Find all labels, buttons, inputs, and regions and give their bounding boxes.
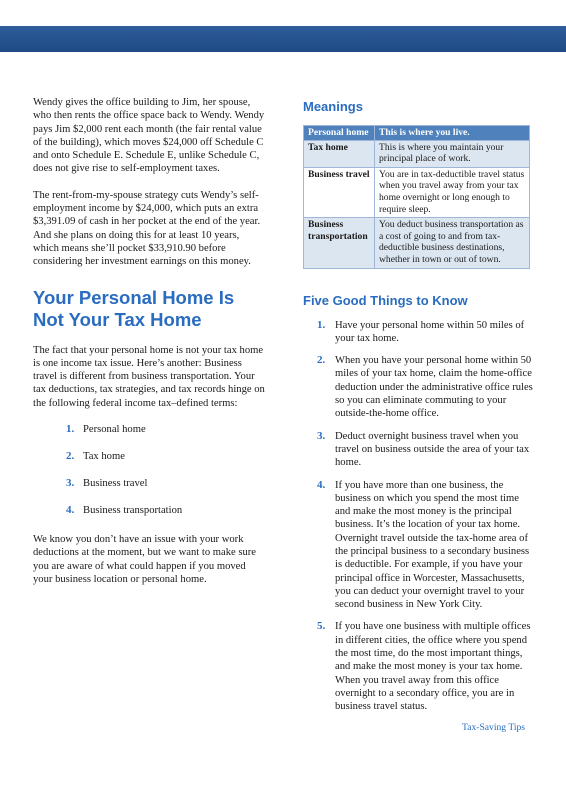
list-number: 1. xyxy=(317,318,326,331)
section-heading: Your Personal Home Is Not Your Tax Home xyxy=(33,286,235,330)
list-text: Business travel xyxy=(83,477,148,489)
list-item xyxy=(317,479,534,612)
table-header-cell: This is where you live. xyxy=(375,126,530,141)
footer-label: Tax-Saving Tips xyxy=(462,722,526,733)
right-column xyxy=(303,96,534,723)
list-item xyxy=(66,423,265,436)
paragraph: Wendy gives the office building to Jim, her spouse, who then rents the office space back to Wendy. Wendy pays Jim $2,000 rent each month (the fair rental value of the building), which moves $24,000 off Schedule C and onto Schedule E. Schedule E, unlike Schedule C, does not give rise to self-employment taxes. xyxy=(33,97,265,175)
list-number: 5. xyxy=(317,620,326,633)
list-item xyxy=(66,504,265,517)
header-band xyxy=(0,26,566,52)
left-column xyxy=(33,96,265,599)
list-number: 2. xyxy=(66,449,75,462)
paragraph: The rent-from-my-spouse strategy cuts Wendy’s self-employment income by $24,000, which puts an extra $3,391.09 of cash in her pocket at the end of the year. And she plans on doing this for at least 10 years, which means she’ll pocket $33,910.90 before considering her investment earnings on this money. xyxy=(33,189,261,268)
table-term-cell: Tax home xyxy=(304,140,375,167)
list-text: Deduct overnight business travel when you travel on business outside the area of your tax home. xyxy=(335,430,530,469)
closing-paragraph: We know you don’t have an issue with your work deductions at the moment, but we want to make sure you are aware of what could happen if you moved your business location or personal home. xyxy=(33,534,257,585)
list-text: Have your personal home within 50 miles of your tax home. xyxy=(335,319,525,344)
table-header-row xyxy=(304,126,530,141)
list-item xyxy=(317,430,534,470)
list-number: 4. xyxy=(317,478,326,491)
list-item xyxy=(317,319,534,346)
table-row xyxy=(304,140,530,167)
list-number: 3. xyxy=(317,429,326,442)
list-item xyxy=(317,354,534,420)
table-term-cell: Business transportation xyxy=(304,218,375,268)
list-number: 3. xyxy=(66,476,75,489)
intro-paragraph: The fact that your personal home is not your tax home is one income tax issue. Here’s another: Business travel is different from business transportation. Your tax deductions, tax strategies, and tax records hinge on the following federal income tax–defined terms: xyxy=(33,344,265,409)
list-item xyxy=(66,450,265,463)
list-text: When you have your personal home within 50 miles of your tax home, claim the home-office deduction under the administrative office rules so you can eliminate commuting to your outside-the-home office. xyxy=(335,355,533,420)
table-definition-cell: You are in tax-deductible travel status when you travel away from your tax home overnight or long enough to require sleep. xyxy=(375,167,530,217)
table-definition-cell: This is where you maintain your principal place of work. xyxy=(375,140,530,167)
list-number: 1. xyxy=(66,423,75,436)
things-list xyxy=(303,319,534,714)
table-definition-cell: You deduct business transportation as a cost of going to and from tax-deductible business destinations, whether in town or out of town. xyxy=(375,218,530,268)
meanings-table xyxy=(303,125,530,269)
table-row xyxy=(304,167,530,217)
terms-list xyxy=(33,423,265,517)
list-item xyxy=(66,477,265,490)
list-number: 4. xyxy=(66,503,75,516)
meanings-heading: Meanings xyxy=(303,99,363,114)
list-text: If you have one business with multiple offices in different cities, the office where you spend the most time, do the most important things, and make the most money is your tax home. When you travel away from this office overnight to a secondary office, you are in business travel status. xyxy=(335,621,531,713)
list-number: 2. xyxy=(317,354,326,367)
list-text: Tax home xyxy=(83,450,125,462)
things-heading: Five Good Things to Know xyxy=(303,292,468,308)
list-text: Business transportation xyxy=(83,504,183,516)
table-term-cell: Business travel xyxy=(304,167,375,217)
list-text: If you have more than one business, the business on which you spend the most time and make the most money is the principal business. It’s the location of your tax home. Overnight travel outside the tax-home area of the principal business to a secondary business is deductible. For example, if you have your principal office in Worcester, Massachusetts, you can deduct your overnight travel to your second business in New York City. xyxy=(335,479,530,611)
list-text: Personal home xyxy=(83,424,146,436)
table-row xyxy=(304,218,530,268)
list-item xyxy=(317,620,534,713)
table-header-cell: Personal home xyxy=(304,126,375,141)
